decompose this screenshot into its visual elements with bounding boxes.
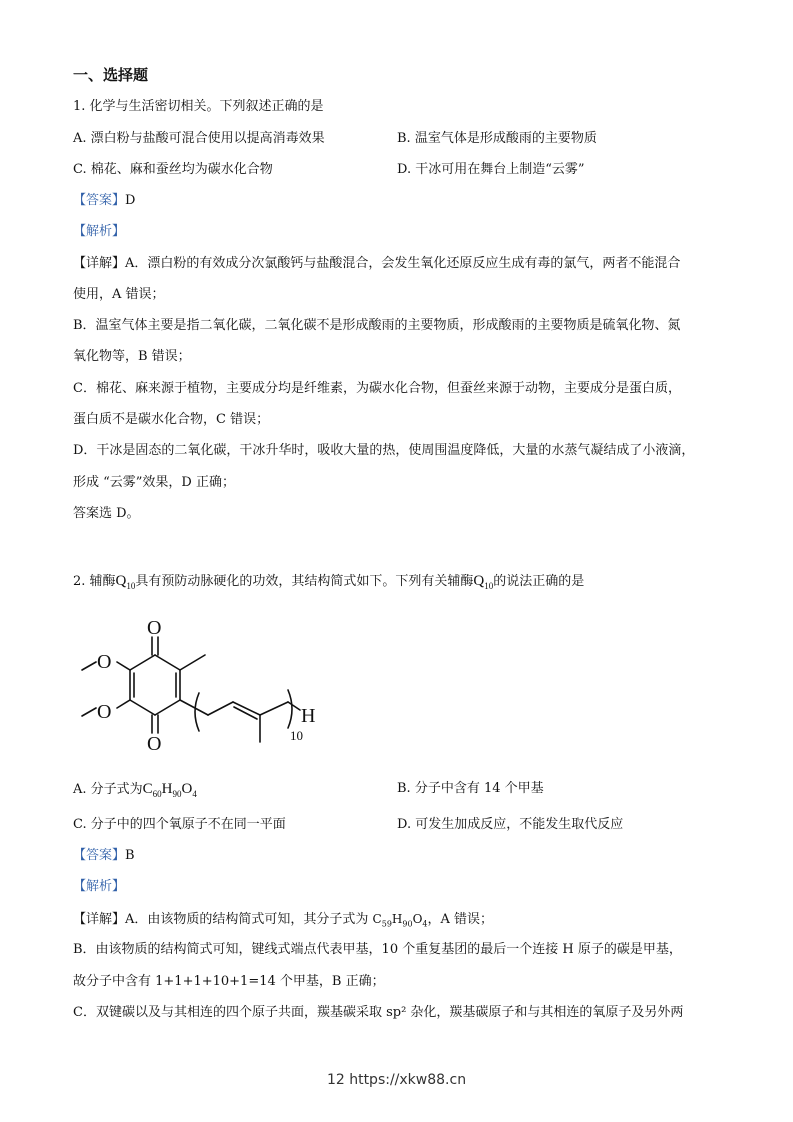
- q10-subscript: 10: [484, 581, 494, 591]
- option-a-formula: [143, 781, 197, 797]
- q1-detail-line: 蛋白质不是碳水化合物，C 错误；: [73, 412, 270, 427]
- q10-label: [473, 573, 493, 589]
- formula-o: O: [412, 912, 423, 926]
- formula-c: C: [372, 912, 382, 926]
- formula-o: O: [181, 781, 193, 797]
- formula-c: C: [142, 781, 153, 797]
- q2-option-b: B. 分子中含有 14 个甲基: [397, 781, 544, 796]
- q1-detail-line: 氧化物等，B 错误；: [73, 349, 191, 364]
- coenzyme-q10-structure: [70, 608, 340, 758]
- q1-detail-line: [73, 256, 680, 272]
- structure-repeat-count: 10: [290, 728, 303, 743]
- q1-option-b: B. 温室气体是形成酸雨的主要物质: [397, 131, 597, 146]
- detail-text: A．漂白粉的有效成分次氯酸钙与盐酸混合，会发生氧化还原反应生成有毒的氯气，两者不能混合: [125, 256, 681, 271]
- formula-o-count: 4: [192, 789, 197, 799]
- detail-tag: 【详解】: [73, 256, 126, 271]
- structure-o-top: O: [147, 617, 162, 639]
- structure-h: H: [301, 705, 316, 727]
- q1-option-c: C. 棉花、麻和蚕丝均为碳水化合物: [73, 162, 273, 177]
- answer-value: B: [125, 848, 135, 863]
- q10-letter: Q: [115, 573, 127, 589]
- q1-detail-line: 使用，A 错误；: [73, 287, 165, 302]
- q2-detail-line: 故分子中含有 1+1+1+10+1=14 个甲基，B 正确；: [73, 974, 385, 989]
- q2-option-a: [73, 781, 197, 802]
- structure-o-methoxy-top: O: [97, 651, 112, 673]
- detail-text: A．由该物质的结构简式可知，其分子式为: [125, 912, 373, 927]
- q1-detail-line: D．干冰是固态的二氧化碳，干冰升华时，吸收大量的热，使周围温度降低，大量的水蒸气凝结成了小液滴，: [73, 443, 695, 458]
- q1-stem: 1. 化学与生活密切相关。下列叙述正确的是: [73, 99, 324, 114]
- formula-c-count: 59: [381, 919, 392, 929]
- formula-h-count: 90: [172, 789, 182, 799]
- q1-detail-line: 形成 “云雾”效果，D 正确；: [73, 475, 235, 490]
- answer-tag: 【答案】: [73, 848, 126, 863]
- q2-stem: [73, 573, 584, 594]
- q10-subscript: 10: [126, 581, 136, 591]
- q2-answer: [73, 848, 135, 864]
- q1-detail-line: B．温室气体主要是指二氧化碳，二氧化碳不是形成酸雨的主要物质，形成酸雨的主要物质是硫氧化物、氮: [73, 318, 681, 333]
- page-footer: 12 https://xkw88.cn: [326, 1072, 467, 1088]
- q2-option-d: D. 可发生加成反应，不能发生取代反应: [397, 817, 624, 832]
- detail-tag: 【详解】: [73, 912, 126, 927]
- formula-o-count: 4: [422, 919, 428, 929]
- formula-c-count: 60: [152, 789, 162, 799]
- formula-h: H: [161, 781, 173, 797]
- section-title: 一、选择题: [73, 66, 149, 84]
- formula-h: H: [391, 912, 403, 926]
- option-a-prefix: A. 分子式为: [73, 782, 143, 797]
- structure-o-methoxy-bottom: O: [97, 701, 112, 723]
- q2-detail-line: B．由该物质的结构简式可知，键线式端点代表甲基，10 个重复基团的最后一个连接 H 原子的碳是甲基，: [73, 942, 682, 957]
- q2-stem-part: 2. 辅酶: [73, 574, 116, 589]
- q2-detail-line: [73, 911, 493, 932]
- detail-text: ，A 错误；: [427, 912, 494, 927]
- answer-tag: 【答案】: [73, 193, 126, 208]
- detail-formula: [372, 912, 428, 929]
- structure-o-bottom: O: [147, 733, 162, 755]
- q10-letter: Q: [473, 573, 485, 589]
- q1-analysis-tag: 【解析】: [73, 224, 126, 239]
- q2-stem-part: 的说法正确的是: [493, 574, 585, 589]
- q10-label: [116, 573, 136, 589]
- q2-option-c: C. 分子中的四个氧原子不在同一平面: [73, 817, 286, 832]
- q2-analysis-tag: 【解析】: [73, 879, 126, 894]
- answer-value: D: [125, 193, 136, 208]
- formula-h-count: 90: [402, 919, 413, 929]
- q2-stem-part: 具有预防动脉硬化的功效，其结构简式如下。下列有关辅酶: [135, 574, 474, 589]
- q1-detail-line: 答案选 D。: [73, 506, 140, 521]
- q1-detail-line: C．棉花、麻来源于植物，主要成分均是纤维素，为碳水化合物，但蚕丝来源于动物，主要成分是蛋白质，: [73, 381, 681, 396]
- q1-option-d: D. 干冰可用在舞台上制造“云雾”: [397, 162, 585, 177]
- q2-detail-line: C．双键碳以及与其相连的四个原子共面，羰基碳采取 sp² 杂化，羰基碳原子和与其相连的氧原子及另外两: [73, 1005, 684, 1020]
- q1-option-a: A. 漂白粉与盐酸可混合使用以提高消毒效果: [73, 131, 325, 146]
- q1-answer: [73, 193, 135, 209]
